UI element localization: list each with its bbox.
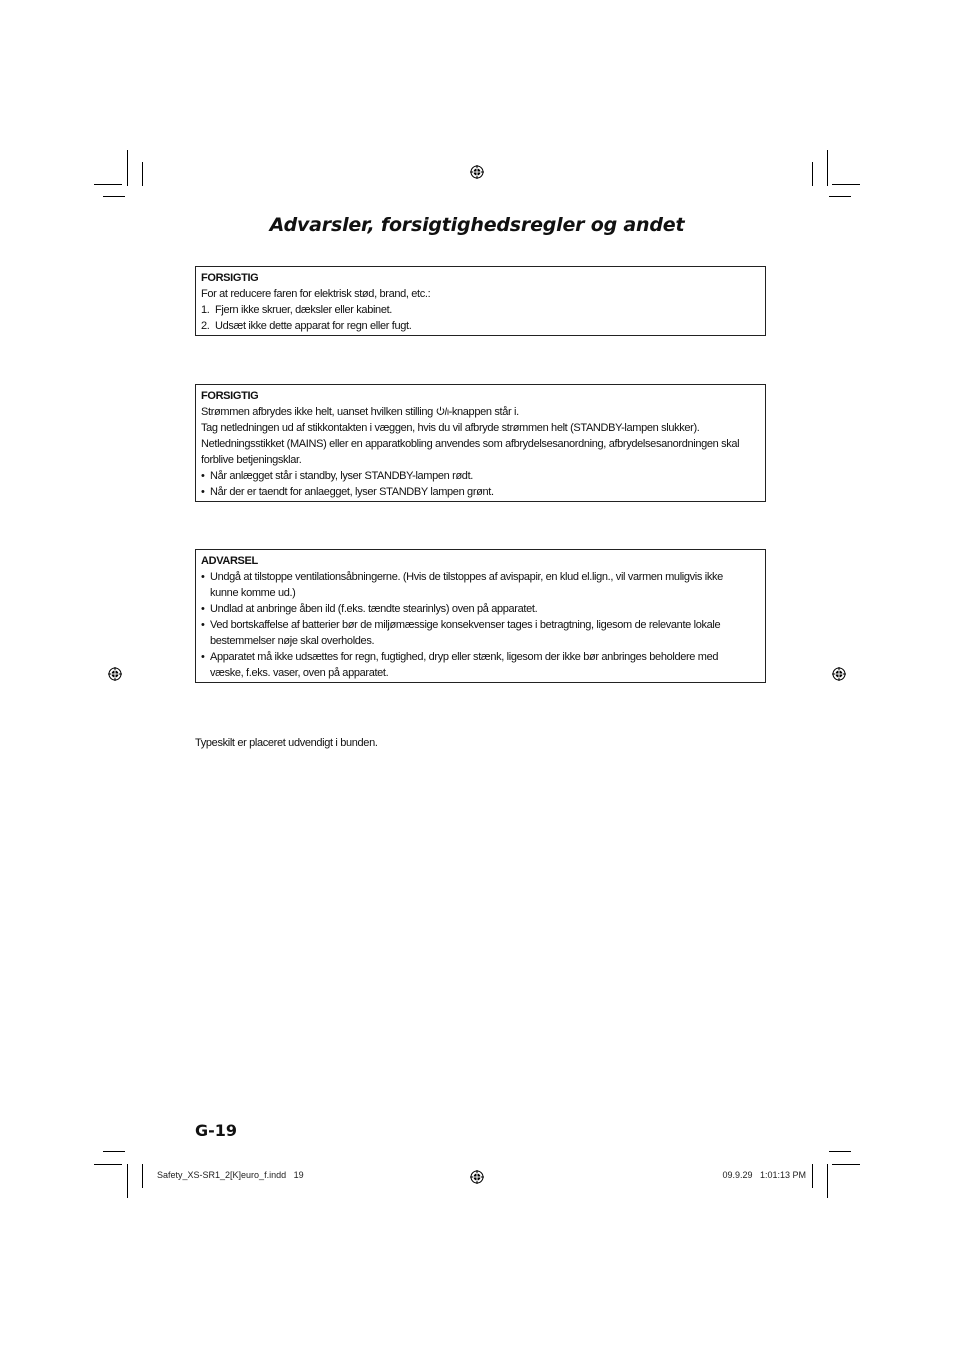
list-item: • Når der er taendt for anlaegget, lyser STANDBY lampen grønt. [201, 486, 494, 498]
crop-mark-icon [832, 1164, 860, 1165]
crop-mark-icon [829, 1151, 851, 1152]
item-text: Apparatet må ikke udsættes for regn, fugtighed, dryp eller stænk, ligesom der ikke bør anbringes beholdere med væske, f.eks. vaser, oven på apparatet. [210, 651, 719, 679]
power-standby-icon [436, 406, 449, 416]
list-item [201, 302, 760, 318]
list-item: • Apparatet må ikke udsættes for regn, fugtighed, dryp eller stænk, ligesom der ikke bør anbringes beholdere med væske, f.eks. vaser, oven på apparatet. [201, 651, 719, 679]
item-number: 1. [201, 304, 210, 316]
crop-mark-icon [127, 1164, 128, 1198]
caution-list [201, 302, 760, 334]
registration-mark-icon [832, 667, 846, 681]
list-item: • Undgå at tilstoppe ventilationsåbningerne. (Hvis de tilstoppes af avispapir, en klud el.lign., vil varmen muligvis ikke kunne komme ud.) [201, 571, 723, 599]
item-text: Fjern ikke skruer, dæksler eller kabinet. [215, 304, 393, 316]
item-text: Undgå at tilstoppe ventilationsåbningerne. (Hvis de tilstoppes af avispapir, en klud el.lign., vil varmen muligvis ikke kunne komme ud.) [210, 571, 723, 599]
crop-mark-icon [812, 162, 813, 186]
slug-filename: Safety_XS-SR1_2[K]euro_f.indd 19 [157, 1170, 304, 1180]
warning-bullets [201, 569, 760, 681]
unplug-line: Tag netledningen ud af stikkontakten i væggen, hvis du vil afbryde strømmen helt (STANDBY-lampen slukker). [201, 422, 700, 434]
crop-mark-icon [103, 196, 125, 197]
caution-intro: For at reducere faren for elektrisk stød, brand, etc.: [201, 288, 431, 300]
page-number: G-19 [195, 1121, 238, 1140]
mains-line: Netledningsstikket (MAINS) eller en apparatkobling anvendes som afbrydelsesanordning, afbrydelsesanordningen skal forblive betjeningsklar. [201, 438, 740, 466]
warning-heading: ADVARSEL [201, 555, 258, 567]
list-item [201, 318, 760, 334]
item-text: Ved bortskaffelse af batterier bør de miljømæssige konsekvenser tages i betragtning, ligesom de relevante lokale bestemmelser nøje skal overholdes. [210, 619, 721, 647]
list-item: • Når anlægget står i standby, lyser STANDBY-lampen rødt. [201, 470, 473, 482]
item-text: Når der er taendt for anlaegget, lyser STANDBY lampen grønt. [210, 486, 494, 498]
crop-mark-icon [103, 1151, 125, 1152]
registration-mark-icon [470, 165, 484, 179]
caution-heading: FORSIGTIG [201, 390, 259, 402]
standby-line [201, 404, 760, 420]
crop-mark-icon [812, 1164, 813, 1188]
item-text: Når anlægget står i standby, lyser STANDBY-lampen rødt. [210, 470, 473, 482]
item-number: 2. [201, 320, 210, 332]
rating-label-note: Typeskilt er placeret udvendigt i bunden. [195, 737, 378, 749]
item-text: Undlad at anbringe åben ild (f.eks. tændte stearinlys) oven på apparatet. [210, 603, 538, 615]
crop-mark-icon [827, 1164, 828, 1198]
caution-box-1 [195, 266, 766, 336]
registration-mark-icon [470, 1170, 484, 1184]
page-title: Advarsler, forsigtighedsregler og andet [269, 214, 685, 236]
standby-line-start: Strømmen afbrydes ikke helt, uanset hvilken stilling [201, 406, 436, 418]
crop-mark-icon [829, 196, 851, 197]
crop-mark-icon [94, 184, 122, 185]
crop-mark-icon [127, 150, 128, 186]
list-item: • Undlad at anbringe åben ild (f.eks. tændte stearinlys) oven på apparatet. [201, 603, 538, 615]
standby-bullets [201, 468, 760, 500]
crop-mark-icon [142, 1164, 143, 1188]
crop-mark-icon [94, 1164, 122, 1165]
standby-line-end: -knappen står i. [448, 406, 519, 418]
crop-mark-icon [827, 150, 828, 186]
item-text: Udsæt ikke dette apparat for regn eller fugt. [215, 320, 412, 332]
warning-box [195, 549, 766, 683]
caution-heading: FORSIGTIG [201, 272, 259, 284]
crop-mark-icon [832, 184, 860, 185]
list-item: • Ved bortskaffelse af batterier bør de miljømæssige konsekvenser tages i betragtning, ligesom de relevante lokale bestemmelser nøje skal overholdes. [201, 619, 721, 647]
caution-box-2 [195, 384, 766, 502]
crop-mark-icon [142, 162, 143, 186]
slug-timestamp: 09.9.29 1:01:13 PM [722, 1170, 806, 1180]
registration-mark-icon [108, 667, 122, 681]
